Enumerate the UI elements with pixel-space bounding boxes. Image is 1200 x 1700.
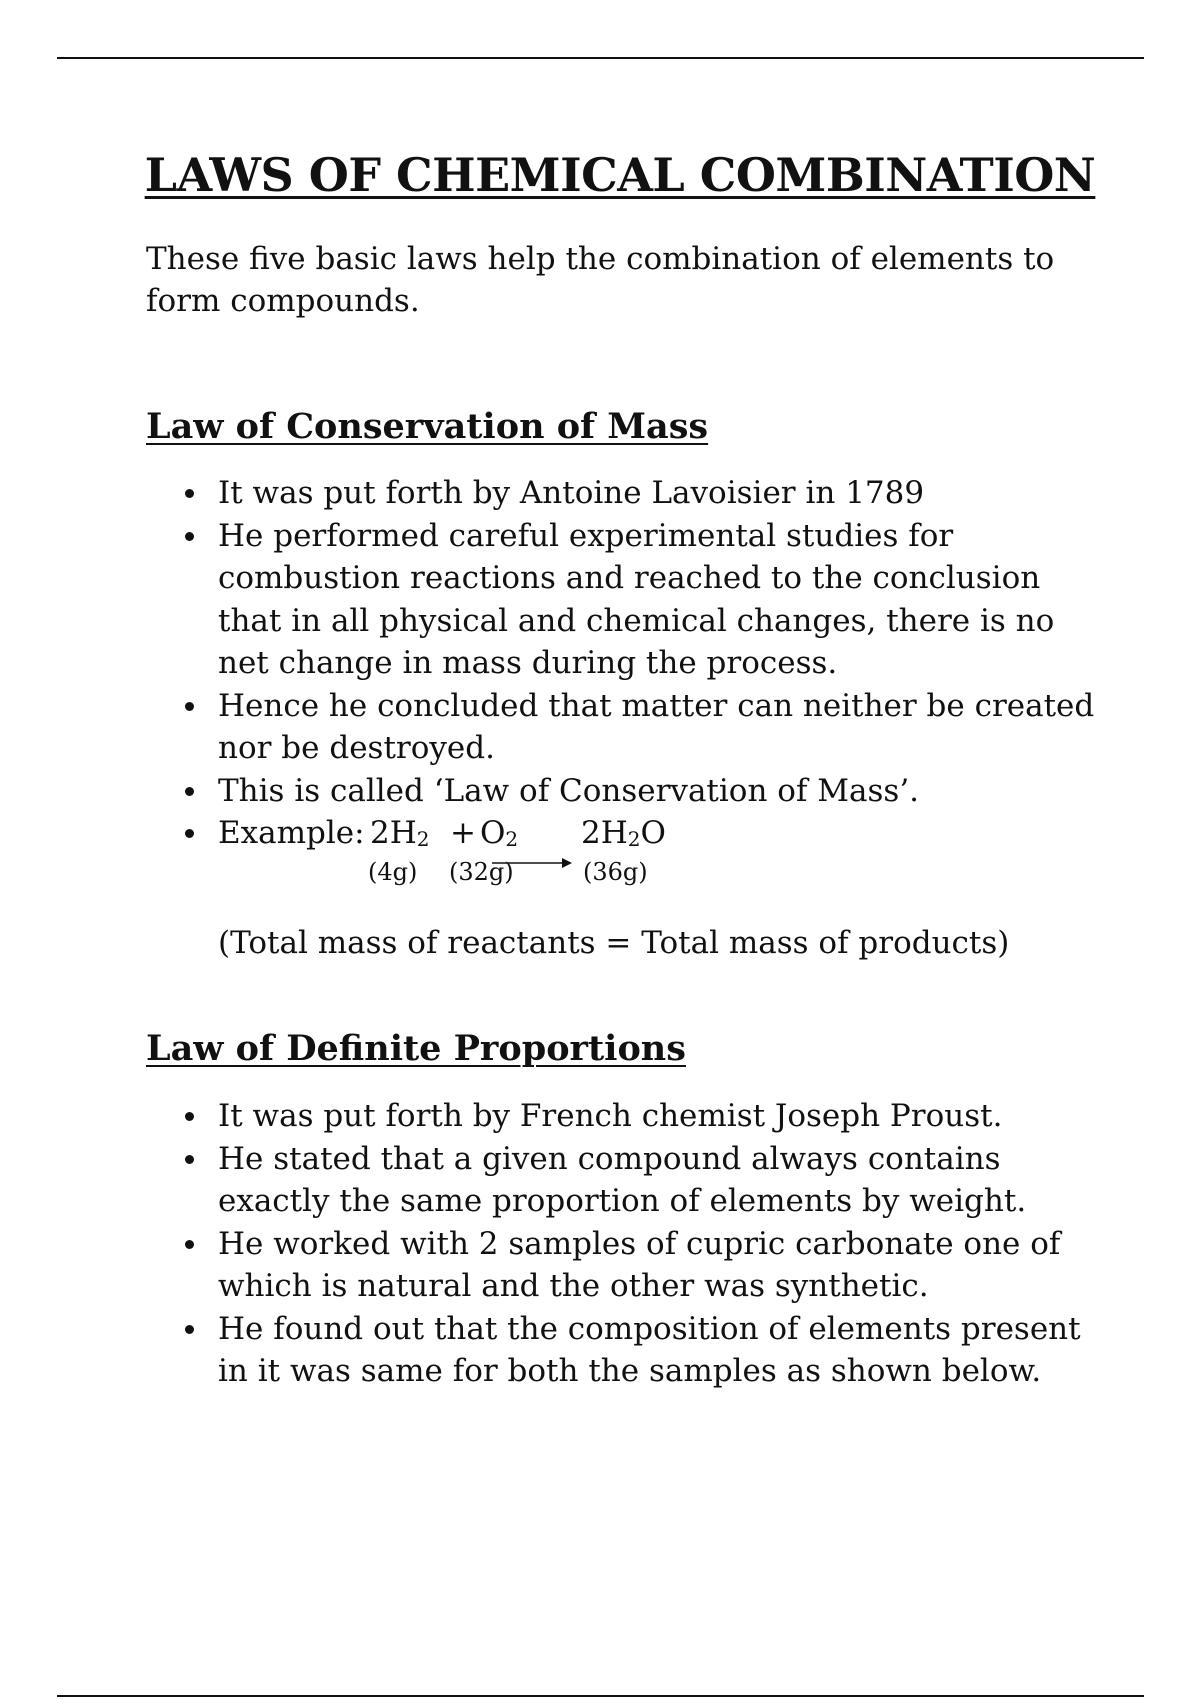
conservation-note: (Total mass of reactants = Total mass of products) (218, 925, 1010, 961)
definite-proportions-list (178, 1095, 1108, 1393)
list-item: He stated that a given compound always contains exactly the same proportion of elements by weight. (178, 1138, 1108, 1223)
intro-paragraph: These five basic laws help the combination of elements to form compounds. (146, 241, 1055, 319)
list-item-example (178, 812, 1108, 855)
list-item: Hence he concluded that matter can neither be created nor be destroyed. (178, 685, 1108, 770)
reactant-oxygen-subscript: 2 (505, 827, 519, 851)
bottom-rule (57, 1695, 1144, 1697)
top-rule (57, 57, 1144, 59)
list-item: He performed careful experimental studies for combustion reactions and reached to the conclusion that in all physical and chemical changes, there is no net change in mass during the process. (178, 515, 1108, 685)
section-heading-definite-proportions: Law of Definite Proportions (146, 1028, 686, 1069)
reactant-hydrogen-coef: 2H (370, 815, 417, 851)
list-item: He worked with 2 samples of cupric carbonate one of which is natural and the other was synthetic. (178, 1223, 1108, 1308)
product-water-coef: 2H (581, 815, 628, 851)
reactant-oxygen-symbol: O (480, 815, 506, 851)
mass-label-oxygen: (32g) (449, 858, 514, 886)
list-item: This is called ‘Law of Conservation of Mass’. (178, 770, 1108, 813)
product-water-tail: O (640, 815, 666, 851)
example-label: Example: (218, 815, 365, 851)
mass-label-water: (36g) (583, 858, 648, 886)
reaction-arrow-icon (490, 855, 574, 871)
product-water-subscript: 2 (627, 827, 641, 851)
reactant-hydrogen (370, 812, 430, 855)
page-title: LAWS OF CHEMICAL COMBINATION (144, 148, 1096, 202)
mass-label-hydrogen: (4g) (368, 858, 418, 886)
conservation-of-mass-list (178, 472, 1108, 855)
plus-sign: + (450, 815, 476, 851)
reactant-oxygen (480, 812, 518, 855)
chemical-equation (218, 812, 1108, 855)
list-item: He found out that the composition of elements present in it was same for both the samples as shown below. (178, 1308, 1108, 1393)
list-item: It was put forth by French chemist Joseph Proust. (178, 1095, 1108, 1138)
section-heading-conservation-of-mass: Law of Conservation of Mass (146, 406, 709, 447)
list-item: It was put forth by Antoine Lavoisier in 1789 (178, 472, 1108, 515)
product-water (581, 812, 666, 855)
reactant-hydrogen-subscript: 2 (416, 827, 430, 851)
